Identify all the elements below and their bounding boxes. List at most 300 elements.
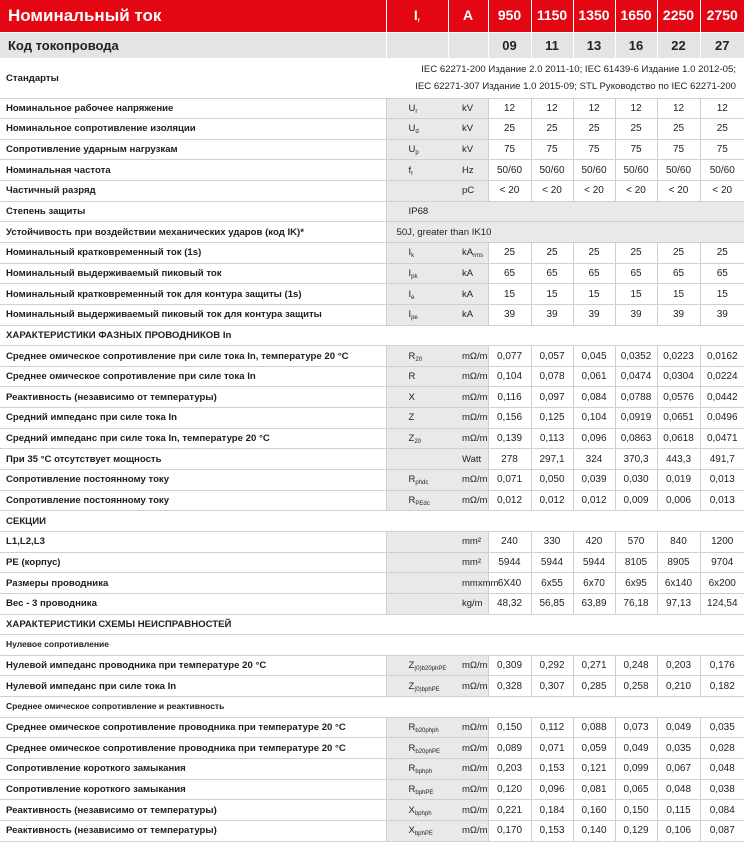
section-row <box>0 325 744 346</box>
parameter-label: Номинальный кратковременный ток для контура защиты (1s) <box>0 284 386 305</box>
unit-text: mΩ/m <box>462 474 488 486</box>
symbol-letter: Z <box>408 680 415 692</box>
parameter-label: Сопротивление короткого замыкания <box>0 779 386 800</box>
section-title: ХАРАКТЕРИСТИКИ ФАЗНЫХ ПРОВОДНИКОВ In <box>0 325 744 346</box>
parameter-value: 0,013 <box>700 490 744 511</box>
parameter-value: 39 <box>531 304 573 325</box>
parameter-symbol <box>386 304 448 325</box>
parameter-value: 0,061 <box>573 366 615 387</box>
parameter-row <box>0 779 744 800</box>
parameter-value: 39 <box>488 304 531 325</box>
symbol-letter: f <box>408 164 412 176</box>
symbol-letter: R <box>408 783 416 795</box>
parameter-label: Нулевой импеданс при силе тока In <box>0 676 386 697</box>
parameter-label: Средний импеданс при силе тока In, температуре 20 °C <box>0 428 386 449</box>
parameter-symbol <box>386 531 448 552</box>
parameter-row <box>0 490 744 511</box>
header-value: 950 <box>488 0 531 32</box>
parameter-value: 124,54 <box>700 593 744 614</box>
symbol-subscript: b20phPE <box>415 748 441 755</box>
parameter-row <box>0 222 744 243</box>
parameter-value: 0,067 <box>657 759 700 780</box>
parameter-label: Частичный разряд <box>0 181 386 202</box>
parameter-value: 0,140 <box>573 820 615 841</box>
symbol-subscript: bphph <box>414 810 432 817</box>
parameter-value: 0,156 <box>488 408 531 429</box>
parameter-value: 0,104 <box>488 366 531 387</box>
parameter-symbol <box>386 387 448 408</box>
parameter-row <box>0 242 744 263</box>
parameter-value: 75 <box>488 139 531 160</box>
parameter-value: 0,0471 <box>700 428 744 449</box>
parameter-value: 0,089 <box>488 738 531 759</box>
parameter-row <box>0 717 744 738</box>
parameter-row <box>0 366 744 387</box>
parameter-unit <box>448 552 488 573</box>
parameter-unit <box>448 263 488 284</box>
parameter-label: L1,L2,L3 <box>0 531 386 552</box>
parameter-label: Среднее омическое сопротивление проводника при температуре 20 °C <box>0 717 386 738</box>
symbol-subscript: pk <box>411 273 418 280</box>
parameter-value: 0,048 <box>700 759 744 780</box>
subsection-row <box>0 635 744 656</box>
parameter-label: PE (корпус) <box>0 552 386 573</box>
parameter-value: 0,104 <box>573 408 615 429</box>
parameter-row <box>0 408 744 429</box>
parameter-label: Реактивность (независимо от температуры) <box>0 800 386 821</box>
parameter-value: 25 <box>657 242 700 263</box>
parameter-symbol <box>386 408 448 429</box>
parameter-unit <box>448 470 488 491</box>
parameter-label: Среднее омическое сопротивление при силе тока In, температуре 20 °C <box>0 346 386 367</box>
parameter-value: 0,078 <box>531 366 573 387</box>
parameter-value: 0,012 <box>531 490 573 511</box>
parameter-value: 0,084 <box>573 387 615 408</box>
parameter-value: 6x95 <box>615 573 657 594</box>
parameter-value: 0,050 <box>531 470 573 491</box>
parameter-row <box>0 738 744 759</box>
header-symbol: $I_r$ <box>386 0 448 32</box>
parameter-value: 12 <box>573 98 615 119</box>
parameter-value: 0,113 <box>531 428 573 449</box>
parameter-value: 63,89 <box>573 593 615 614</box>
parameter-unit <box>448 387 488 408</box>
unit-text: mΩ/m <box>462 742 488 754</box>
parameter-value: 370,3 <box>615 449 657 470</box>
symbol-subscript: (0)b20phPE <box>414 666 447 673</box>
unit-text: mΩ/m <box>462 433 488 445</box>
unit-text: mm² <box>462 556 481 568</box>
parameter-symbol <box>386 181 448 202</box>
parameter-row <box>0 346 744 367</box>
parameter-value: 324 <box>573 449 615 470</box>
subsection-row <box>0 697 744 718</box>
parameter-label: Номинальное рабочее напряжение <box>0 98 386 119</box>
parameter-value: 0,0223 <box>657 346 700 367</box>
parameter-symbol <box>386 346 448 367</box>
parameter-unit <box>448 242 488 263</box>
parameter-value: 0,071 <box>488 470 531 491</box>
header-value: 1350 <box>573 0 615 32</box>
section-title: ХАРАКТЕРИСТИКИ СХЕМЫ НЕИСПРАВНОСТЕЙ <box>0 614 744 635</box>
parameter-value: 0,184 <box>531 800 573 821</box>
symbol-letter: U <box>408 102 416 114</box>
parameter-row <box>0 552 744 573</box>
parameter-unit <box>448 346 488 367</box>
parameter-value: 12 <box>700 98 744 119</box>
parameter-value: 0,013 <box>700 470 744 491</box>
unit-text: mmxmm <box>462 577 499 589</box>
parameter-value: 65 <box>657 263 700 284</box>
parameter-row <box>0 573 744 594</box>
header-value: 1150 <box>531 0 573 32</box>
code-blank <box>448 32 488 58</box>
parameter-row <box>0 387 744 408</box>
parameter-value: 330 <box>531 531 573 552</box>
parameter-row <box>0 201 744 222</box>
parameter-value: 0,309 <box>488 655 531 676</box>
unit-text: mΩ/m <box>462 660 488 672</box>
parameter-value: 0,0474 <box>615 366 657 387</box>
parameter-value: 15 <box>573 284 615 305</box>
symbol-letter: X <box>408 825 415 837</box>
parameter-symbol <box>386 119 448 140</box>
parameter-unit <box>448 408 488 429</box>
symbol-subscript: p <box>415 150 419 157</box>
symbol-letter: R <box>408 763 416 775</box>
parameter-unit <box>448 676 488 697</box>
parameter-value: 0,088 <box>573 717 615 738</box>
parameter-symbol <box>386 160 448 181</box>
parameter-unit <box>448 593 488 614</box>
parameter-unit <box>448 304 488 325</box>
parameter-row <box>0 820 744 841</box>
parameter-value: < 20 <box>700 181 744 202</box>
parameter-symbol <box>386 779 448 800</box>
parameter-value: 0,038 <box>700 779 744 800</box>
parameter-value: 0,150 <box>488 717 531 738</box>
parameter-value: 0,048 <box>657 779 700 800</box>
parameter-value: 0,210 <box>657 676 700 697</box>
parameter-value: 0,328 <box>488 676 531 697</box>
unit-text: kV <box>462 123 474 135</box>
parameter-unit <box>448 366 488 387</box>
parameter-value: 0,248 <box>615 655 657 676</box>
parameter-value: 5944 <box>531 552 573 573</box>
parameter-value: 0,096 <box>531 779 573 800</box>
parameter-value: 0,065 <box>615 779 657 800</box>
parameter-value: 0,099 <box>615 759 657 780</box>
unit-text: mΩ/m <box>462 680 488 692</box>
parameter-value: < 20 <box>488 181 531 202</box>
parameter-value: 0,039 <box>573 470 615 491</box>
subsection-title: Нулевое сопротивление <box>0 635 744 656</box>
parameter-value: 0,0576 <box>657 387 700 408</box>
parameter-value: 0,045 <box>573 346 615 367</box>
parameter-value: 0,0224 <box>700 366 744 387</box>
parameter-value: 0,0304 <box>657 366 700 387</box>
code-value: 11 <box>531 32 573 58</box>
parameter-label: Номинальное сопротивление изоляции <box>0 119 386 140</box>
parameter-value: 0,012 <box>573 490 615 511</box>
section-row <box>0 614 744 635</box>
unit-text: kV <box>462 144 474 156</box>
parameter-unit <box>448 820 488 841</box>
parameter-value: 297,1 <box>531 449 573 470</box>
parameter-value: 39 <box>657 304 700 325</box>
parameter-value: < 20 <box>573 181 615 202</box>
parameter-row <box>0 676 744 697</box>
parameter-unit <box>448 449 488 470</box>
parameter-value: 75 <box>615 139 657 160</box>
parameter-unit <box>448 779 488 800</box>
parameter-value: 39 <box>700 304 744 325</box>
parameter-symbol <box>386 800 448 821</box>
unit-text: mΩ/m <box>462 722 488 734</box>
parameter-symbol <box>386 759 448 780</box>
symbol-letter: X <box>408 391 415 403</box>
parameter-value: 48,32 <box>488 593 531 614</box>
parameter-value: 0,116 <box>488 387 531 408</box>
parameter-value: 65 <box>700 263 744 284</box>
parameter-value: 25 <box>531 119 573 140</box>
parameter-label: Вес - 3 проводника <box>0 593 386 614</box>
unit-text: kA <box>462 247 474 259</box>
unit-text: kA <box>462 288 474 300</box>
symbol-subscript: r <box>411 170 414 177</box>
header-value: 2750 <box>700 0 744 32</box>
parameter-value: 0,307 <box>531 676 573 697</box>
parameter-value: 0,0496 <box>700 408 744 429</box>
parameter-value: 0,0863 <box>615 428 657 449</box>
parameter-unit <box>448 119 488 140</box>
unit-text: mΩ/m <box>462 494 488 506</box>
parameter-value: 0,176 <box>700 655 744 676</box>
parameter-value: 0,121 <box>573 759 615 780</box>
code-value: 27 <box>700 32 744 58</box>
symbol-subscript: d <box>415 129 419 136</box>
header-value: 1650 <box>615 0 657 32</box>
symbol-subscript: 20 <box>415 356 423 363</box>
parameter-value: 0,160 <box>573 800 615 821</box>
header-value: 2250 <box>657 0 700 32</box>
parameter-value: 39 <box>615 304 657 325</box>
parameter-symbol <box>386 242 448 263</box>
parameter-label: Среднее омическое сопротивление проводника при температуре 20 °C <box>0 738 386 759</box>
parameter-value: 0,125 <box>531 408 573 429</box>
symbol-letter: X <box>408 804 415 816</box>
parameter-label: Номинальная частота <box>0 160 386 181</box>
parameter-value: 9704 <box>700 552 744 573</box>
parameter-value: 5944 <box>488 552 531 573</box>
parameter-unit <box>448 573 499 594</box>
parameter-value: 25 <box>531 242 573 263</box>
parameter-value: 0,0352 <box>615 346 657 367</box>
parameter-value: 491,7 <box>700 449 744 470</box>
parameter-symbol <box>386 738 448 759</box>
standards-line: IEC 62271-200 Издание 2.0 2011-10; IEC 61439-6 Издание 1.0 2012-05; <box>421 64 736 75</box>
parameter-value: 0,012 <box>488 490 531 511</box>
parameter-value: 25 <box>700 119 744 140</box>
parameter-value: 65 <box>615 263 657 284</box>
symbol-letter: I <box>408 267 412 279</box>
parameter-unit <box>448 738 488 759</box>
unit-text: mΩ/m <box>462 350 488 362</box>
header-row <box>0 0 744 32</box>
symbol-subscript: PEdc <box>415 500 430 507</box>
symbol-letter: Z <box>408 412 415 424</box>
parameter-label: Сопротивление ударным нагрузкам <box>0 139 386 160</box>
parameter-value: 0,0651 <box>657 408 700 429</box>
parameter-symbol <box>386 573 448 594</box>
parameter-value: 0,030 <box>615 470 657 491</box>
parameter-row <box>0 119 744 140</box>
code-value: 09 <box>488 32 531 58</box>
parameter-unit <box>448 490 488 511</box>
parameter-value: 25 <box>488 119 531 140</box>
parameter-label: При 35 °C отсутствует мощность <box>0 449 386 470</box>
parameter-symbol <box>386 139 448 160</box>
parameter-label: Сопротивление постоянному току <box>0 470 386 491</box>
parameter-value: 0,0162 <box>700 346 744 367</box>
symbol-letter: R <box>408 494 416 506</box>
standards-text <box>386 58 744 98</box>
parameter-label: Номинальный выдерживаемый пиковый ток <box>0 263 386 284</box>
unit-text: mΩ/m <box>462 412 488 424</box>
parameter-label: Размеры проводника <box>0 573 386 594</box>
parameter-value: 0,182 <box>700 676 744 697</box>
unit-text: kg/m <box>462 598 483 610</box>
parameter-label: Средний импеданс при силе тока In <box>0 408 386 429</box>
unit-text: kA <box>462 309 474 321</box>
parameter-value: 0,077 <box>488 346 531 367</box>
symbol-subscript: r <box>415 108 418 115</box>
parameter-value: < 20 <box>615 181 657 202</box>
parameter-row <box>0 449 744 470</box>
parameter-unit <box>448 428 488 449</box>
code-value: 16 <box>615 32 657 58</box>
parameter-value: 6x55 <box>531 573 573 594</box>
parameter-unit <box>448 531 488 552</box>
parameter-value: 50/60 <box>531 160 573 181</box>
standards-row <box>0 58 744 98</box>
parameter-extended-value <box>386 222 744 243</box>
parameter-value: 0,129 <box>615 820 657 841</box>
parameter-value: 0,081 <box>573 779 615 800</box>
symbol-subscript: b20phph <box>415 728 439 735</box>
parameter-value: 15 <box>531 284 573 305</box>
parameter-value: 8105 <box>615 552 657 573</box>
parameter-row <box>0 655 744 676</box>
parameter-value: 0,097 <box>531 387 573 408</box>
parameter-row <box>0 98 744 119</box>
parameter-value: 12 <box>488 98 531 119</box>
parameter-value: 0,049 <box>615 738 657 759</box>
parameter-label: Номинальный выдерживаемый пиковый ток для контура защиты <box>0 304 386 325</box>
parameter-row <box>0 428 744 449</box>
parameter-value: 0,258 <box>615 676 657 697</box>
parameter-symbol <box>386 655 448 676</box>
parameter-value: 420 <box>573 531 615 552</box>
symbol-letter: R <box>408 474 416 486</box>
parameter-value: 15 <box>615 284 657 305</box>
parameter-value: 50/60 <box>488 160 531 181</box>
extended-text: 50J, greater than IK10 <box>396 226 492 238</box>
unit-text: mm² <box>462 536 481 548</box>
symbol-subscript: (0)bphPE <box>414 686 440 693</box>
parameter-value: 240 <box>488 531 531 552</box>
parameter-value: 278 <box>488 449 531 470</box>
parameter-label: Номинальный кратковременный ток (1s) <box>0 242 386 263</box>
parameter-value: 6x200 <box>700 573 744 594</box>
parameter-symbol <box>386 676 448 697</box>
header-unit: A <box>448 0 488 32</box>
parameter-row <box>0 470 744 491</box>
parameter-value: 56,85 <box>531 593 573 614</box>
parameter-value: 0,112 <box>531 717 573 738</box>
parameter-value: 0,071 <box>531 738 573 759</box>
parameter-value: 0,221 <box>488 800 531 821</box>
parameter-label: Сопротивление постоянному току <box>0 490 386 511</box>
extended-text: IP68 <box>408 206 429 218</box>
parameter-label: Устойчивость при воздействии механических ударов (код IK)* <box>0 222 386 243</box>
parameter-value: 0,059 <box>573 738 615 759</box>
parameter-value: < 20 <box>657 181 700 202</box>
parameter-value: 0,057 <box>531 346 573 367</box>
parameter-value: 25 <box>615 242 657 263</box>
unit-text: kA <box>462 267 474 279</box>
symbol-subscript: bphPE <box>415 789 434 796</box>
parameter-value: 0,084 <box>700 800 744 821</box>
parameter-label: Сопротивление короткого замыкания <box>0 759 386 780</box>
symbol-letter: I <box>408 247 412 259</box>
parameter-symbol <box>386 820 448 841</box>
code-row <box>0 32 744 58</box>
symbol-letter: I <box>408 309 412 321</box>
parameter-value: 0,170 <box>488 820 531 841</box>
unit-subscript: rms <box>473 253 484 260</box>
parameter-symbol <box>386 284 448 305</box>
unit-text: mΩ/m <box>462 783 488 795</box>
parameter-row <box>0 304 744 325</box>
symbol-subscript: bphph <box>415 769 433 776</box>
parameter-row <box>0 531 744 552</box>
parameter-unit <box>448 800 488 821</box>
parameter-value: 5944 <box>573 552 615 573</box>
parameter-row <box>0 263 744 284</box>
parameter-value: 12 <box>615 98 657 119</box>
code-value: 13 <box>573 32 615 58</box>
parameter-value: 0,203 <box>488 759 531 780</box>
parameter-value: 0,120 <box>488 779 531 800</box>
parameter-value: 12 <box>657 98 700 119</box>
parameter-value: < 20 <box>531 181 573 202</box>
symbol-subscript: e <box>411 294 415 301</box>
parameter-value: 443,3 <box>657 449 700 470</box>
parameter-label: Степень защиты <box>0 201 386 222</box>
parameter-value: 0,096 <box>573 428 615 449</box>
parameter-value: 25 <box>488 242 531 263</box>
symbol-letter: U <box>408 144 416 156</box>
code-value: 22 <box>657 32 700 58</box>
symbol-subscript: pe <box>411 315 418 322</box>
parameter-extended-value <box>386 201 744 222</box>
parameter-value: 570 <box>615 531 657 552</box>
symbol-letter: R <box>408 350 416 362</box>
unit-text: pC <box>462 185 475 197</box>
parameter-symbol <box>386 593 448 614</box>
parameter-value: 0,073 <box>615 717 657 738</box>
